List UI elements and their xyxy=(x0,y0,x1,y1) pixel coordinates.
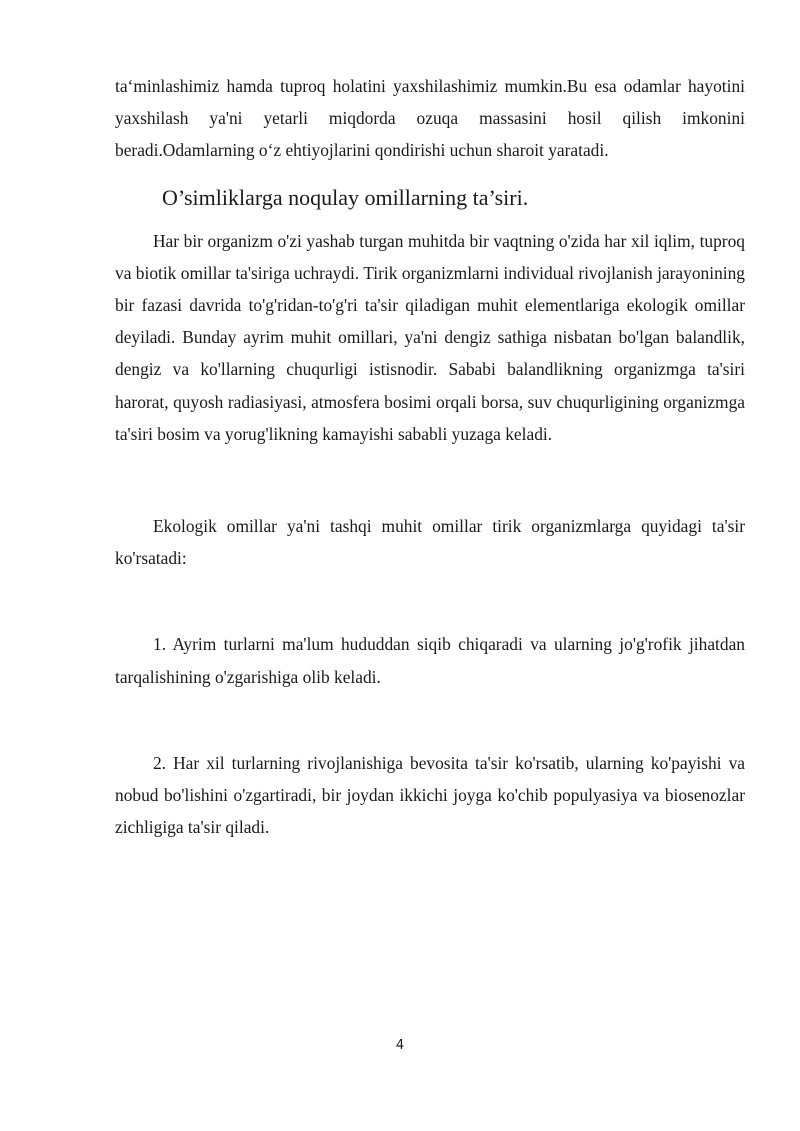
section-heading: O’simliklarga noqulay omillarning ta’siri. xyxy=(162,184,529,210)
list-item-1: 1. Ayrim turlarni ma'lum hududdan siqib chiqaradi va ularning jo'g'rofik jihatdan tarqalishining o'zgarishiga olib keladi. xyxy=(115,634,745,687)
intro-paragraph: ta‘minlashimiz hamda tuproq holatini yaxshilashimiz mumkin.Bu esa odamlar hayotini yaxshilash ya'ni yetarli miqdorda ozuqa massasini hosil qilish imkonini beradi.Odamlarning o‘z ehtiyojlarini qondirishi uchun sharoit yaratadi. xyxy=(115,76,745,161)
body-paragraph-2: Ekologik omillar ya'ni tashqi muhit omillar tirik organizmlarga quyidagi ta'sir ko'rsatadi: xyxy=(115,516,745,569)
page-number: 4 xyxy=(395,1038,405,1053)
page-content xyxy=(115,70,745,843)
list-item-2: 2. Har xil turlarning rivojlanishiga bevosita ta'sir ko'rsatib, ularning ko'payishi va nobud bo'lishini o'zgartiradi, bir joydan ikkichi joyga ko'chib populyasiya va biosenozlar zichligiga ta'sir qiladi. xyxy=(115,752,745,838)
body-paragraph-1: Har bir organizm o'zi yashab turgan muhitda bir vaqtning o'zida har xil iqlim, tuproq va biotik omillar ta'siriga uchraydi. Tirik organizmlarni individual rivojlanish jarayonining bir fazasi davrida to'g'ridan-to'g'ri ta'sir qiladigan muhit elementlariga ekologik omillar deyiladi. Bunday ayrim muhit omillari, ya'ni dengiz sathiga nisbatan bo'lgan balandlik, dengiz va ko'llarning chuqurligi istisnodir. Sababi balandlikning organizmga ta'siri harorat, quyosh radiasiyasi, atmosfera bosimi orqali borsa, suv chuqurligining organizmga ta'siri bosim va yorug'likning kamayishi sababli yuzaga keladi. xyxy=(115,230,745,444)
